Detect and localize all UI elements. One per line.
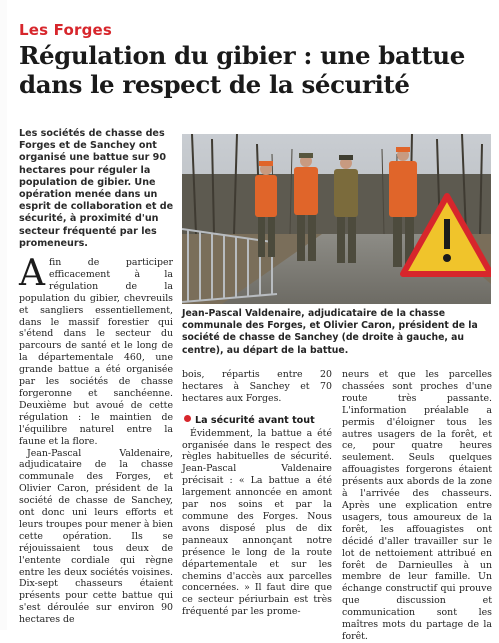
article-headline: Régulation du gibier : une battue dans le respect de la sécurité: [19, 41, 465, 99]
adjacent-article-edge: [0, 0, 7, 630]
body-paragraph-1: [19, 253, 173, 448]
body-paragraph-4: Évidemment, la battue a été organisée dans le respect des règles habituelles de sécurité. Jean-Pascal Valdenaire précisait : « La battue a été largement annoncée en amont par nos soins et par la commune des Forges. Nous avons disposé plus de dix panneaux annonçant notre présence le long de la route départementale et sur les chemins d'accès aux parcelles concernées. » Il faut dire que ce secteur périurbain est très fréquenté par les prome-: [182, 427, 332, 618]
body-paragraph-3: bois, répartis entre 20 hectares à Sanchey et 70 hectares aux Forges.: [182, 369, 332, 404]
photo-caption: Jean-Pascal Valdenaire, adjudicataire de la chasse communale des Forges, et Olivier Caron, président de la société de chasse de Sanchey (de droite à gauche, au centre), au départ de la battue.: [182, 308, 478, 356]
section-kicker: Les Forges: [19, 21, 113, 39]
article-photo: [182, 134, 491, 304]
article-lead: Les sociétés de chasse des Forges et de Sanchey ont organisé une battue sur 90 hectares pour réguler la population de gibier. Une opération menée dans un esprit de collaboration et de sécurité, à proximité d'un secteur fréquenté par les promeneurs.: [19, 128, 174, 249]
article-column-3: [342, 369, 492, 643]
body-paragraph-2: Jean-Pascal Valdenaire, adjudicataire de la chasse communale des Forges, et Olivier Caron, président de la société de chasse de Sanchey, ont donc uni leurs efforts et leurs troupes pour mener à bien cette opération. Ils se réjouissaient tous deux de l'entente cordiale qui règne entre les deux sociétés voisines. Dix-sept chasseurs étaient présents pour cette battue qui s'est déroulée sur environ 90 hectares de: [19, 447, 173, 626]
bullet-dot-icon: [184, 415, 191, 422]
body-paragraph-1-text: fin de participer efficacement à la régulation de la population du gibier, chevreuils et sangliers essentiellement, dans le massif forestier qui s'étend dans le secteur du parcours de santé et le long de la départementale 460, une grande battue a été organisée par les sociétés de chasse forgeronne et sanchéenne. Deuxième but avoué de cette régulation : le maintien de l'équilibre naturel entre la faune et la flore.: [19, 257, 173, 447]
drop-cap: A: [19, 253, 45, 294]
body-paragraph-5: neurs et que les parcelles chassées sont proches d'une route très passante. L'information préalable a permis d'éloigner tous les autres usagers de la forêt, et ce, pour quatre heures seulement. Seuls quelques affouagistes forgerons étaient présents aux abords de la zone à l'arrivée des chasseurs. Après une explication entre usagers, tous amoureux de la forêt, les affouagistes ont décidé d'aller travailler sur le lot de nettoiement attribué en forêt de Darnieulles à un membre de leur famille. Un échange constructif qui prouve que discussion et communication sont les maîtres mots du partage de la forêt.: [342, 369, 492, 642]
article-column-1: [19, 253, 173, 626]
section-subhead: [182, 415, 332, 427]
article-column-2: [182, 369, 332, 618]
section-subhead-text: La sécurité avant tout: [195, 414, 315, 426]
